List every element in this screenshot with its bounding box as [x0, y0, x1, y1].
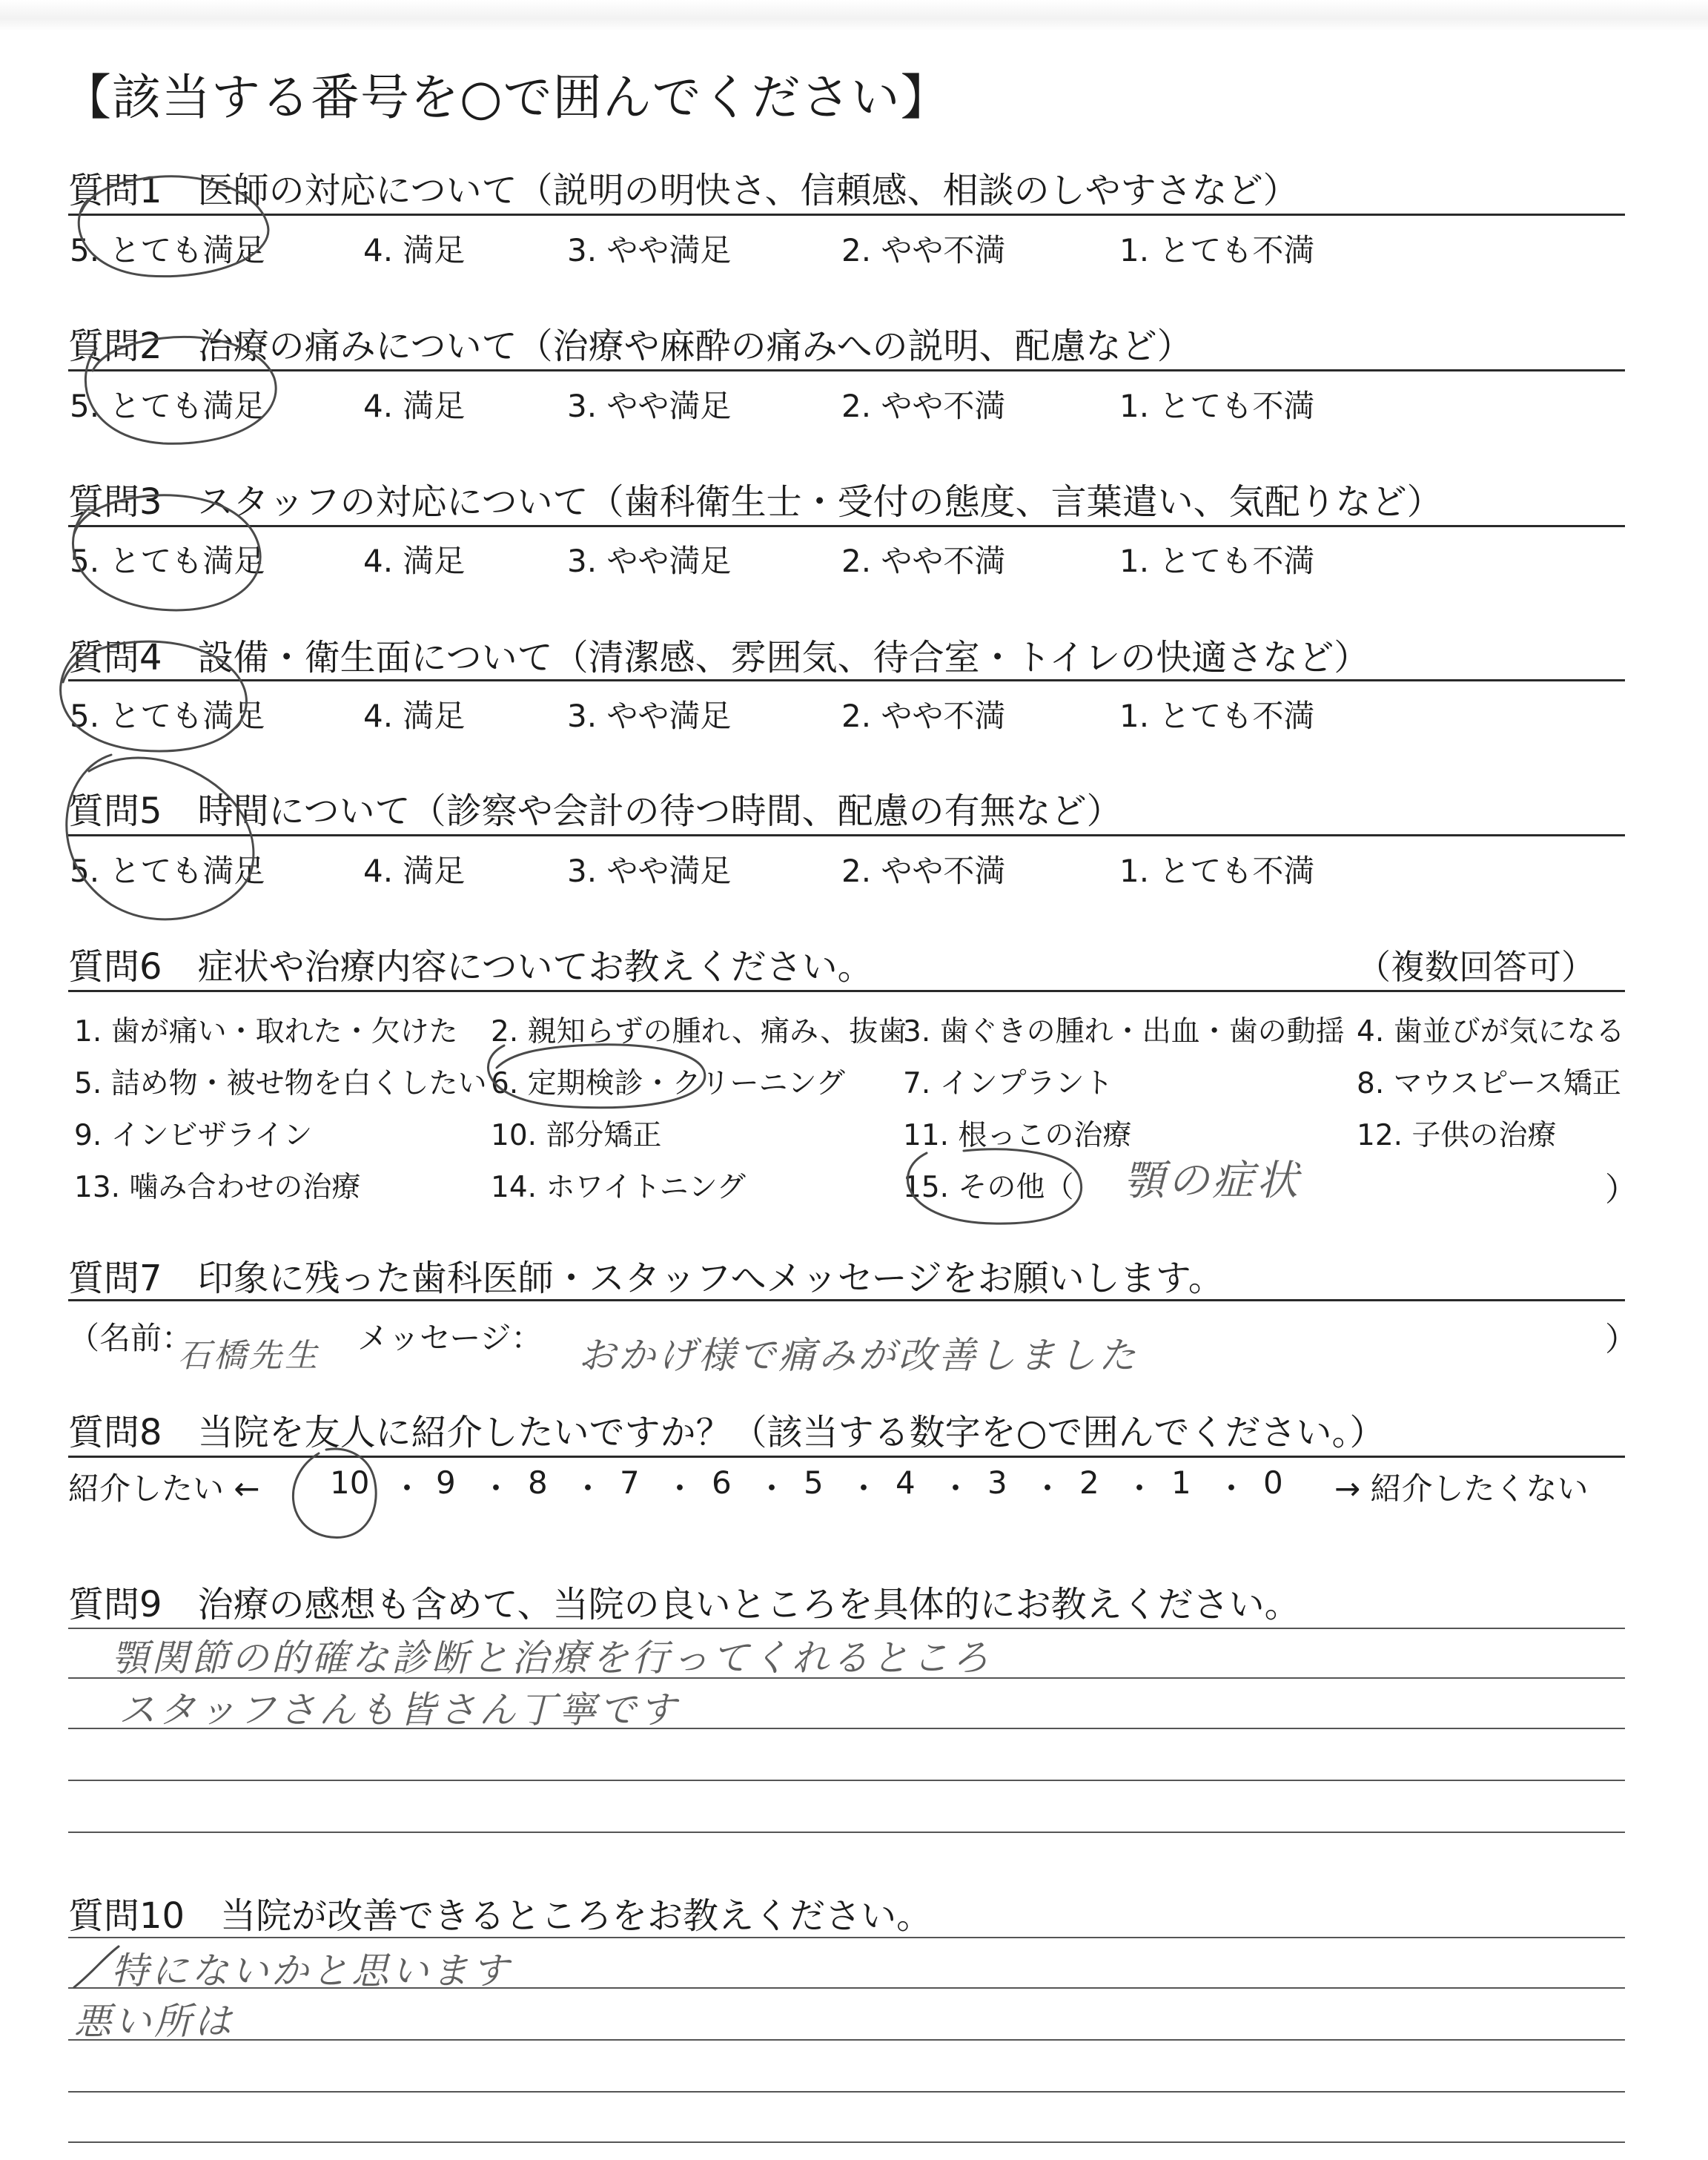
q8-value-0[interactable]: 0: [1263, 1464, 1283, 1501]
q10-answer-line: [68, 1937, 1625, 1938]
q2-rule: [68, 369, 1625, 371]
q1-title: 質問1 医師の対応について（説明の明快さ、信頼感、相談のしやすさなど）: [68, 170, 1299, 211]
q6-item-8[interactable]: 8. マウスピース矯正: [1357, 1067, 1621, 1100]
q4-option-4[interactable]: 4. 満足: [363, 698, 466, 734]
q8-value-10[interactable]: 10: [330, 1464, 370, 1501]
q5-option-4[interactable]: 4. 満足: [363, 853, 466, 889]
q8-value-5[interactable]: 5: [804, 1464, 824, 1501]
q8-dot: ・: [756, 1470, 788, 1507]
q10-answer-line: [68, 2039, 1625, 2041]
q6-item-4[interactable]: 4. 歯並びが気になる: [1357, 1015, 1625, 1048]
q6-item-1[interactable]: 1. 歯が痛い・取れた・欠けた: [74, 1015, 458, 1048]
q3-rule: [68, 525, 1625, 527]
q8-right-label: → 紹介したくない: [1334, 1470, 1589, 1507]
q6-other-handwritten: 顎の症状: [1123, 1157, 1301, 1205]
q6-item-7[interactable]: 7. インプラント: [903, 1067, 1113, 1100]
q8-value-4[interactable]: 4: [896, 1464, 916, 1501]
q1-option-1[interactable]: 1. とても不満: [1119, 232, 1315, 268]
q5-selection-circle: [67, 755, 254, 919]
q6-multiple-note: （複数回答可）: [1357, 947, 1595, 987]
q1-option-3[interactable]: 3. やや満足: [567, 232, 732, 268]
q8-dot: ・: [480, 1470, 512, 1507]
q5-title: 質問5 時間について（診察や会計の待つ時間、配慮の有無など）: [68, 790, 1122, 832]
q5-option-2[interactable]: 2. やや不満: [841, 853, 1006, 889]
q2-option-2[interactable]: 2. やや不満: [841, 388, 1006, 424]
q8-value-6[interactable]: 6: [712, 1464, 732, 1501]
q6-item-10[interactable]: 10. 部分矯正: [491, 1119, 662, 1152]
q8-dot: ・: [940, 1470, 972, 1507]
q9-answer-line: [68, 1832, 1625, 1833]
q6-item-11[interactable]: 11. 根っこの治療: [903, 1119, 1132, 1152]
q4-option-3[interactable]: 3. やや満足: [567, 698, 732, 734]
q7-rule: [68, 1299, 1625, 1301]
q8-dot: ・: [572, 1470, 604, 1507]
q6-rule: [68, 990, 1625, 992]
page-title: 【該当する番号を○で囲んでください】: [62, 69, 950, 126]
q5-option-3[interactable]: 3. やや満足: [567, 853, 732, 889]
q8-value-1[interactable]: 1: [1171, 1464, 1191, 1501]
q8-title: 質問8 当院を友人に紹介したいですか？（該当する数字を○で囲んでください。）: [68, 1412, 1386, 1453]
q6-other-close-paren: ）: [1605, 1171, 1638, 1209]
q3-option-2[interactable]: 2. やや不満: [841, 543, 1006, 579]
q9-answer-handwritten-1: 顎関節の的確な診断と治療を行ってくれるところ: [111, 1636, 992, 1680]
q9-answer-line: [68, 1780, 1625, 1781]
q3-option-5[interactable]: 5. とても満足: [70, 543, 265, 579]
q1-option-2[interactable]: 2. やや不満: [841, 232, 1006, 268]
q8-dot: ・: [664, 1470, 696, 1507]
q2-option-3[interactable]: 3. やや満足: [567, 388, 732, 424]
q8-dot: ・: [1124, 1470, 1156, 1507]
q2-option-5[interactable]: 5. とても満足: [70, 388, 265, 424]
q2-option-1[interactable]: 1. とても不満: [1119, 388, 1315, 424]
q8-value-3[interactable]: 3: [987, 1464, 1007, 1501]
q6-item-5[interactable]: 5. 詰め物・被せ物を白くしたい: [74, 1067, 487, 1100]
q10-title: 質問10 当院が改善できるところをお教えください。: [68, 1895, 933, 1937]
q9-title: 質問9 治療の感想も含めて、当院の良いところを具体的にお教えください。: [68, 1584, 1300, 1625]
q6-item-13[interactable]: 13. 噛み合わせの治療: [74, 1171, 361, 1204]
q6-title: 質問6 症状や治療内容についてお教えください。: [68, 946, 873, 988]
q5-rule: [68, 834, 1625, 836]
q6-item-3[interactable]: 3. 歯ぐきの腫れ・出血・歯の動揺: [903, 1015, 1345, 1048]
q8-value-2[interactable]: 2: [1079, 1464, 1099, 1501]
q4-option-1[interactable]: 1. とても不満: [1119, 698, 1315, 734]
q7-name-handwritten: 石橋先生: [178, 1337, 320, 1375]
scan-top-edge: [0, 0, 1708, 31]
q4-rule: [68, 679, 1625, 681]
q10-answer-line: [68, 2141, 1625, 2143]
q9-answer-handwritten-2: スタッフさんも皆さん丁寧です: [119, 1688, 679, 1731]
q10-answer-handwritten-2: 悪い所は: [74, 2000, 234, 2043]
q1-option-5[interactable]: 5. とても満足: [70, 232, 265, 268]
q8-rule: [68, 1456, 1625, 1458]
q4-option-2[interactable]: 2. やや不満: [841, 698, 1006, 734]
q5-option-1[interactable]: 1. とても不満: [1119, 853, 1315, 889]
q6-item-12[interactable]: 12. 子供の治療: [1357, 1119, 1557, 1152]
q6-item-14[interactable]: 14. ホワイトニング: [491, 1171, 746, 1204]
q7-name-label: （名前：: [68, 1320, 193, 1356]
q4-option-5[interactable]: 5. とても満足: [70, 698, 265, 734]
q4-title: 質問4 設備・衛生面について（清潔感、雰囲気、待合室・トイレの快適さなど）: [68, 637, 1370, 678]
q10-answer-line: [68, 2091, 1625, 2093]
q8-dot: ・: [848, 1470, 880, 1507]
q5-option-5[interactable]: 5. とても満足: [70, 853, 265, 889]
q8-left-label: 紹介したい ←: [68, 1470, 260, 1507]
q8-dot: ・: [1216, 1470, 1248, 1507]
q3-option-4[interactable]: 4. 満足: [363, 543, 466, 579]
q8-value-8[interactable]: 8: [528, 1464, 548, 1501]
q2-title: 質問2 治療の痛みについて（治療や麻酔の痛みへの説明、配慮など）: [68, 326, 1193, 367]
q7-close-paren: ）: [1605, 1321, 1638, 1358]
q8-value-9[interactable]: 9: [436, 1464, 456, 1501]
q8-dot: ・: [1032, 1470, 1064, 1507]
q2-option-4[interactable]: 4. 満足: [363, 388, 466, 424]
q6-item-15[interactable]: 15. その他（: [903, 1171, 1074, 1204]
q6-item-2[interactable]: 2. 親知らずの腫れ、痛み、抜歯: [491, 1015, 907, 1048]
q1-rule: [68, 214, 1625, 216]
q7-message-handwritten: おかげ様で痛みが改善しました: [578, 1334, 1139, 1377]
q1-option-4[interactable]: 4. 満足: [363, 232, 466, 268]
q3-title: 質問3 スタッフの対応について（歯科衛生士・受付の態度、言葉遣い、気配りなど）: [68, 481, 1443, 523]
q7-title: 質問7 印象に残った歯科医師・スタッフへメッセージをお願いします。: [68, 1258, 1224, 1299]
q3-option-3[interactable]: 3. やや満足: [567, 543, 732, 579]
q8-dot: ・: [391, 1470, 423, 1507]
q7-message-label: メッセージ：: [357, 1320, 543, 1356]
q6-item-9[interactable]: 9. インビザライン: [74, 1119, 313, 1152]
q6-item-6[interactable]: 6. 定期検診・クリーニング: [491, 1067, 845, 1100]
q8-value-7[interactable]: 7: [620, 1464, 640, 1501]
q10-answer-handwritten-1: 特にないかと思います: [111, 1949, 512, 1992]
q3-option-1[interactable]: 1. とても不満: [1119, 543, 1315, 579]
